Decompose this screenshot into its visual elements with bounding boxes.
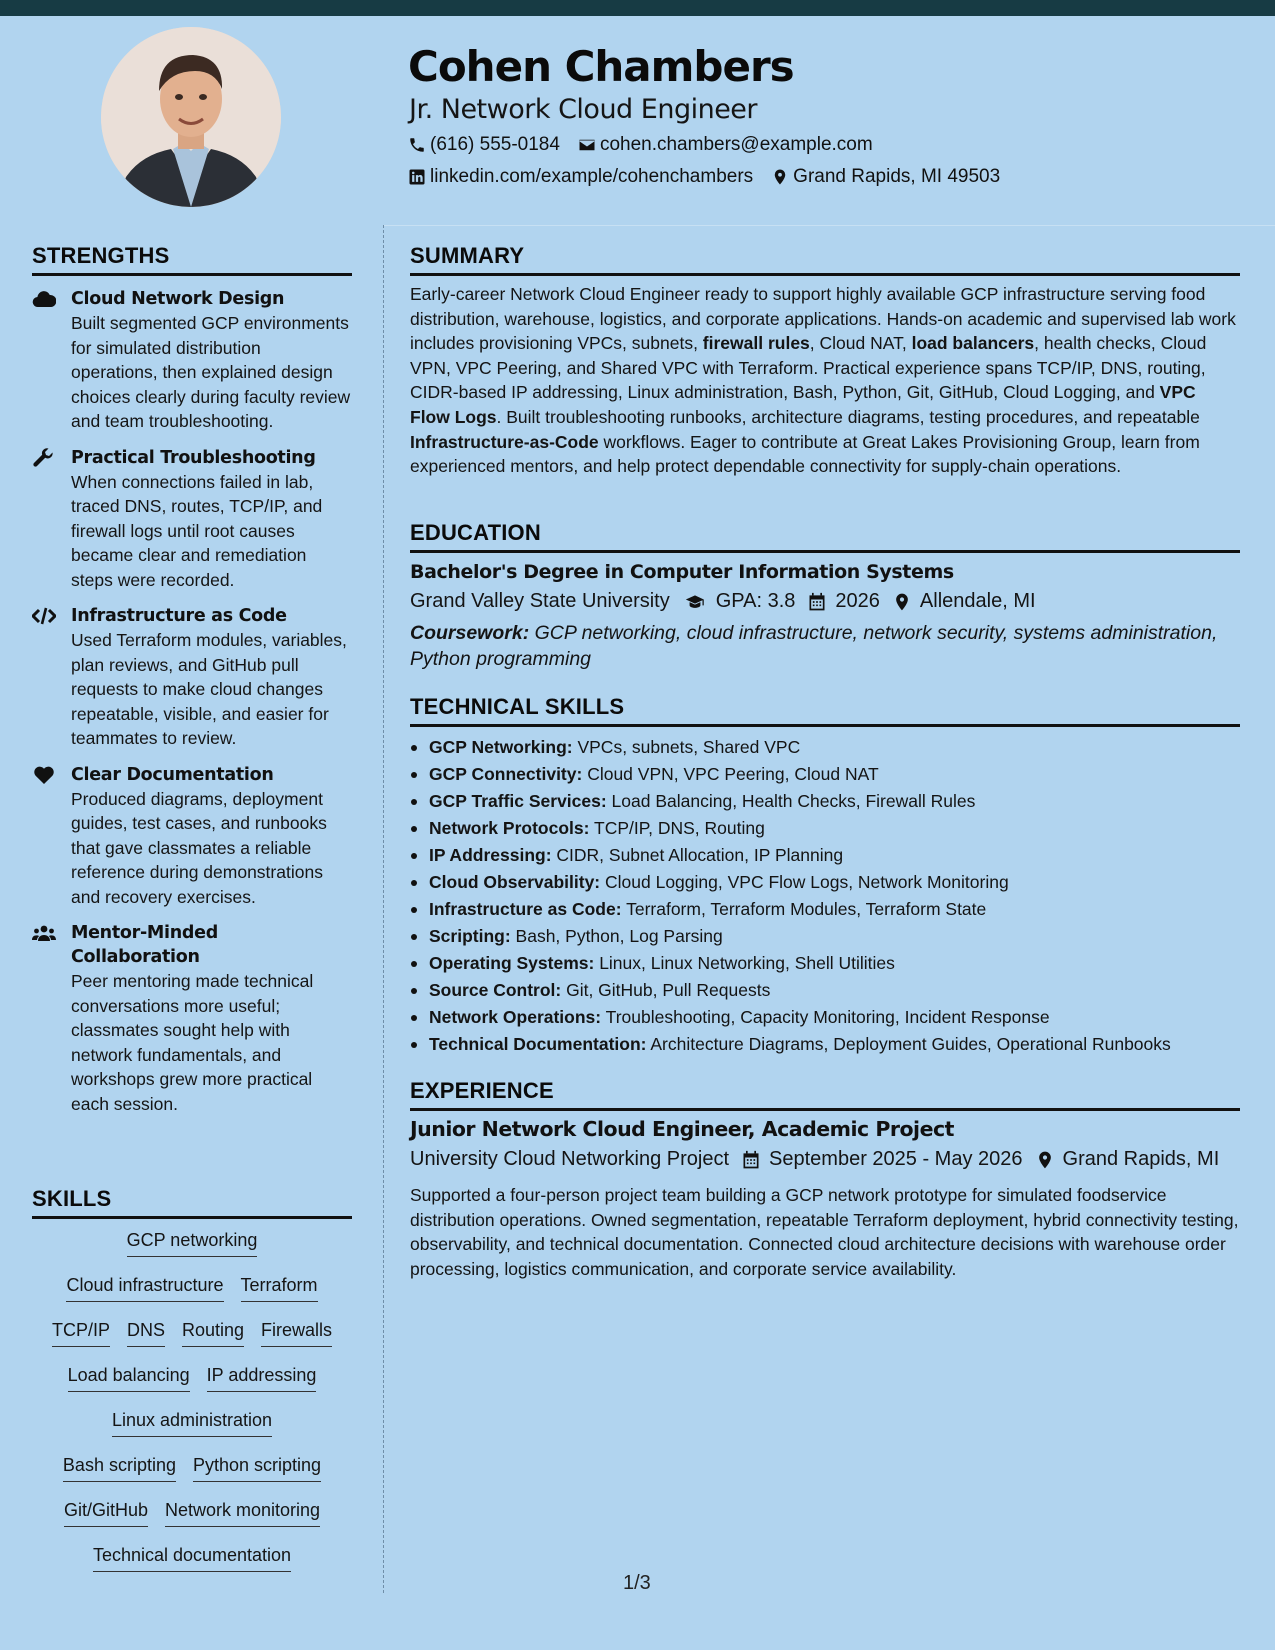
list-item xyxy=(410,1004,1240,1031)
column-divider xyxy=(383,225,384,1593)
skill-tag: Network monitoring xyxy=(165,1500,320,1527)
skill-tag: Terraform xyxy=(241,1275,318,1302)
skill-tag: Git/GitHub xyxy=(64,1500,148,1527)
profile-photo xyxy=(101,27,281,207)
skill-label: Network Operations: xyxy=(429,1007,602,1027)
summary-part: , health checks, Cloud VPN, VPC Peering, and Shared VPC with Terraform. Practical experience spans TCP/IP, DNS, routing, CIDR-based IP addressing, Linux administration, Bash, Python, Git, GitHub, Cloud Logging, and xyxy=(410,333,1207,403)
skill-value: Cloud Logging, VPC Flow Logs, Network Monitoring xyxy=(600,872,1009,892)
experience-title: Junior Network Cloud Engineer, Academic Project xyxy=(410,1117,954,1141)
education-meta xyxy=(410,590,1240,613)
calendar-icon xyxy=(807,592,827,612)
technical-skills-list xyxy=(410,734,1240,1058)
skill-label: Source Control: xyxy=(429,980,562,1000)
experience-meta xyxy=(410,1148,1240,1171)
email-contact[interactable] xyxy=(578,134,873,156)
skill-value: Troubleshooting, Capacity Monitoring, Incident Response xyxy=(601,1007,1050,1027)
skill-tag: Technical documentation xyxy=(93,1545,291,1572)
school-location xyxy=(892,590,1036,613)
skill-label: Infrastructure as Code: xyxy=(429,899,622,919)
skill-label: IP Addressing: xyxy=(429,845,552,865)
strength-desc: Peer mentoring made technical conversations more useful; classmates sought help with network fundamentals, and workshops grew more practical each session. xyxy=(71,971,314,1114)
summary-keyword: load balancers xyxy=(911,333,1035,354)
strength-title: Clear Documentation xyxy=(71,764,274,785)
list-item xyxy=(410,761,1240,788)
job-title-header: Jr. Network Cloud Engineer xyxy=(409,94,758,125)
skill-value: TCP/IP, DNS, Routing xyxy=(589,818,765,838)
coursework-text: GCP networking, cloud infrastructure, network security, systems administration, Python programming xyxy=(410,622,1218,670)
phone-text: (616) 555-0184 xyxy=(430,134,560,155)
location-text: Grand Rapids, MI 49503 xyxy=(793,166,1001,187)
skill-label: GCP Networking: xyxy=(429,737,573,757)
strength-item xyxy=(32,921,352,1116)
graduation-year xyxy=(807,590,880,613)
experience-description: Supported a four-person project team building a GCP network prototype for simulated foodservice distribution operations. Owned segmentation, repeatable Terraform deployment, hybrid connectivity testing, observability, and technical documentation. Connected cloud architecture decisions with warehouse order processing, logistics communication, and corporate service availability. xyxy=(410,1185,1239,1279)
envelope-icon xyxy=(578,136,596,154)
summary-heading: SUMMARY xyxy=(410,243,1240,276)
list-item xyxy=(410,842,1240,869)
skill-label: Scripting: xyxy=(429,926,511,946)
dates-text: September 2025 - May 2026 xyxy=(769,1148,1023,1170)
skill-value: Bash, Python, Log Parsing xyxy=(510,926,723,946)
summary-keyword: Infrastructure-as-Code xyxy=(410,431,599,452)
contact-row-2 xyxy=(408,166,1018,188)
skill-row xyxy=(32,1230,352,1275)
skill-label: Cloud Observability: xyxy=(429,872,601,892)
skill-row xyxy=(32,1410,352,1455)
candidate-name: Cohen Chambers xyxy=(408,42,794,91)
list-item xyxy=(410,788,1240,815)
skill-tag: GCP networking xyxy=(127,1230,258,1257)
skill-tag: IP addressing xyxy=(207,1365,317,1392)
skill-row xyxy=(32,1275,352,1320)
skill-value: Linux, Linux Networking, Shell Utilities xyxy=(594,953,895,973)
code-icon xyxy=(32,606,56,626)
year-text: 2026 xyxy=(835,590,880,612)
skill-tag: Python scripting xyxy=(193,1455,321,1482)
skill-label: Operating Systems: xyxy=(429,953,595,973)
school-name: Grand Valley State University xyxy=(410,590,670,612)
skill-value: CIDR, Subnet Allocation, IP Planning xyxy=(551,845,844,865)
contact-row-1 xyxy=(408,134,891,156)
summary-part: , Cloud NAT, xyxy=(809,333,912,354)
strength-desc: Built segmented GCP environments for simulated distribution operations, then explained design choices clearly during faculty review and team troubleshooting. xyxy=(71,313,351,431)
skill-row xyxy=(32,1455,352,1500)
skill-row xyxy=(32,1545,352,1590)
skill-tag: TCP/IP xyxy=(52,1320,110,1347)
list-item xyxy=(410,977,1240,1004)
strength-title: Cloud Network Design xyxy=(71,289,285,309)
skill-value: Git, GitHub, Pull Requests xyxy=(561,980,771,1000)
map-pin-icon xyxy=(1035,1150,1055,1170)
skill-label: Network Protocols: xyxy=(429,818,590,838)
summary-part: Early-career Network Cloud Engineer ready to support highly available GCP infrastructure serving food distribution, warehouse, logistics, and corporate applications. Hands-on academic and supervised lab work includes provisioning VPCs, subnets, xyxy=(410,284,1236,354)
linkedin-icon xyxy=(408,168,426,186)
skill-value: Cloud VPN, VPC Peering, Cloud NAT xyxy=(582,764,879,784)
cloud-icon xyxy=(32,289,56,309)
education-heading: EDUCATION xyxy=(410,520,1240,553)
list-item xyxy=(410,734,1240,761)
strength-item xyxy=(32,287,352,434)
heart-icon xyxy=(32,765,56,785)
organization: University Cloud Networking Project xyxy=(410,1148,730,1170)
header-divider xyxy=(383,225,1275,226)
list-item xyxy=(410,896,1240,923)
skill-tag: Load balancing xyxy=(68,1365,190,1392)
strength-item xyxy=(32,604,352,751)
skill-tag: DNS xyxy=(127,1320,165,1347)
skill-label: Technical Documentation: xyxy=(429,1034,647,1054)
skill-tag: Bash scripting xyxy=(63,1455,176,1482)
summary-part: workflows. Eager to contribute at Great Lakes Provisioning Group, learn from experienced mentors, and help protect dependable connectivity for supply-chain operations. xyxy=(410,431,1200,477)
linkedin-contact[interactable] xyxy=(408,166,753,188)
skill-row xyxy=(32,1365,352,1410)
experience-heading: EXPERIENCE xyxy=(410,1078,1240,1111)
linkedin-text: linkedin.com/example/cohenchambers xyxy=(430,166,754,187)
school-location-text: Allendale, MI xyxy=(919,590,1036,612)
strength-item xyxy=(32,446,352,593)
list-item xyxy=(410,869,1240,896)
location-contact xyxy=(771,166,1000,188)
skill-value: VPCs, subnets, Shared VPC xyxy=(572,737,801,757)
technical-skills-heading: TECHNICAL SKILLS xyxy=(410,694,1240,727)
strength-desc: Produced diagrams, deployment guides, test cases, and runbooks that gave classmates a reliable reference during demonstrations and recovery exercises. xyxy=(71,788,327,907)
top-bar xyxy=(0,0,1275,16)
list-item xyxy=(410,815,1240,842)
skill-tag: Routing xyxy=(182,1320,244,1347)
skill-row xyxy=(32,1500,352,1545)
calendar-icon xyxy=(741,1150,761,1170)
degree-title: Bachelor's Degree in Computer Information Systems xyxy=(410,561,954,583)
skill-value: Architecture Diagrams, Deployment Guides, Operational Runbooks xyxy=(646,1034,1171,1054)
gpa xyxy=(682,590,796,613)
page-number: 1/3 xyxy=(623,1572,651,1594)
graduation-cap-icon xyxy=(682,592,708,612)
coursework-label: Coursework: xyxy=(410,622,530,644)
phone-icon xyxy=(408,136,426,154)
strength-desc: When connections failed in lab, traced DNS, routes, TCP/IP, and firewall logs until root causes became clear and remediation steps were recorded. xyxy=(71,471,323,590)
strength-title: Infrastructure as Code xyxy=(71,606,287,626)
summary-keyword: VPC Flow Logs xyxy=(410,382,1196,427)
list-item xyxy=(410,950,1240,977)
skills-tag-cloud xyxy=(32,1230,352,1590)
strength-title: Mentor-Minded Collaboration xyxy=(71,923,218,967)
list-item xyxy=(410,1031,1240,1058)
wrench-icon xyxy=(32,448,56,468)
phone-contact xyxy=(408,134,560,156)
email-text: cohen.chambers@example.com xyxy=(599,134,873,155)
skill-row xyxy=(32,1320,352,1365)
strengths-list xyxy=(32,287,352,1128)
skill-tag: Firewalls xyxy=(261,1320,332,1347)
coursework xyxy=(410,620,1240,672)
summary-text xyxy=(410,282,1240,479)
experience-location xyxy=(1035,1148,1220,1171)
skills-heading: SKILLS xyxy=(32,1186,352,1219)
experience-location-text: Grand Rapids, MI xyxy=(1062,1148,1220,1170)
strength-title: Practical Troubleshooting xyxy=(71,447,316,468)
skill-label: GCP Traffic Services: xyxy=(429,791,607,811)
skill-tag: Cloud infrastructure xyxy=(66,1275,223,1302)
strengths-heading: STRENGTHS xyxy=(32,243,352,276)
strength-item xyxy=(32,763,352,910)
experience-dates xyxy=(741,1148,1023,1171)
strength-desc: Used Terraform modules, variables, plan reviews, and GitHub pull requests to make cloud changes repeatable, visible, and easier for teammates to review. xyxy=(71,630,347,748)
list-item xyxy=(410,923,1240,950)
summary-keyword: firewall rules xyxy=(702,333,810,354)
skill-tag: Linux administration xyxy=(112,1410,272,1437)
gpa-text: GPA: 3.8 xyxy=(715,590,796,612)
users-icon xyxy=(32,923,56,943)
summary-part: . Built troubleshooting runbooks, architecture diagrams, testing procedures, and repeatable xyxy=(496,406,1200,427)
map-pin-icon xyxy=(892,592,912,612)
skill-value: Load Balancing, Health Checks, Firewall Rules xyxy=(606,791,976,811)
map-pin-icon xyxy=(771,168,789,186)
skill-value: Terraform, Terraform Modules, Terraform State xyxy=(621,899,987,919)
skill-label: GCP Connectivity: xyxy=(429,764,583,784)
